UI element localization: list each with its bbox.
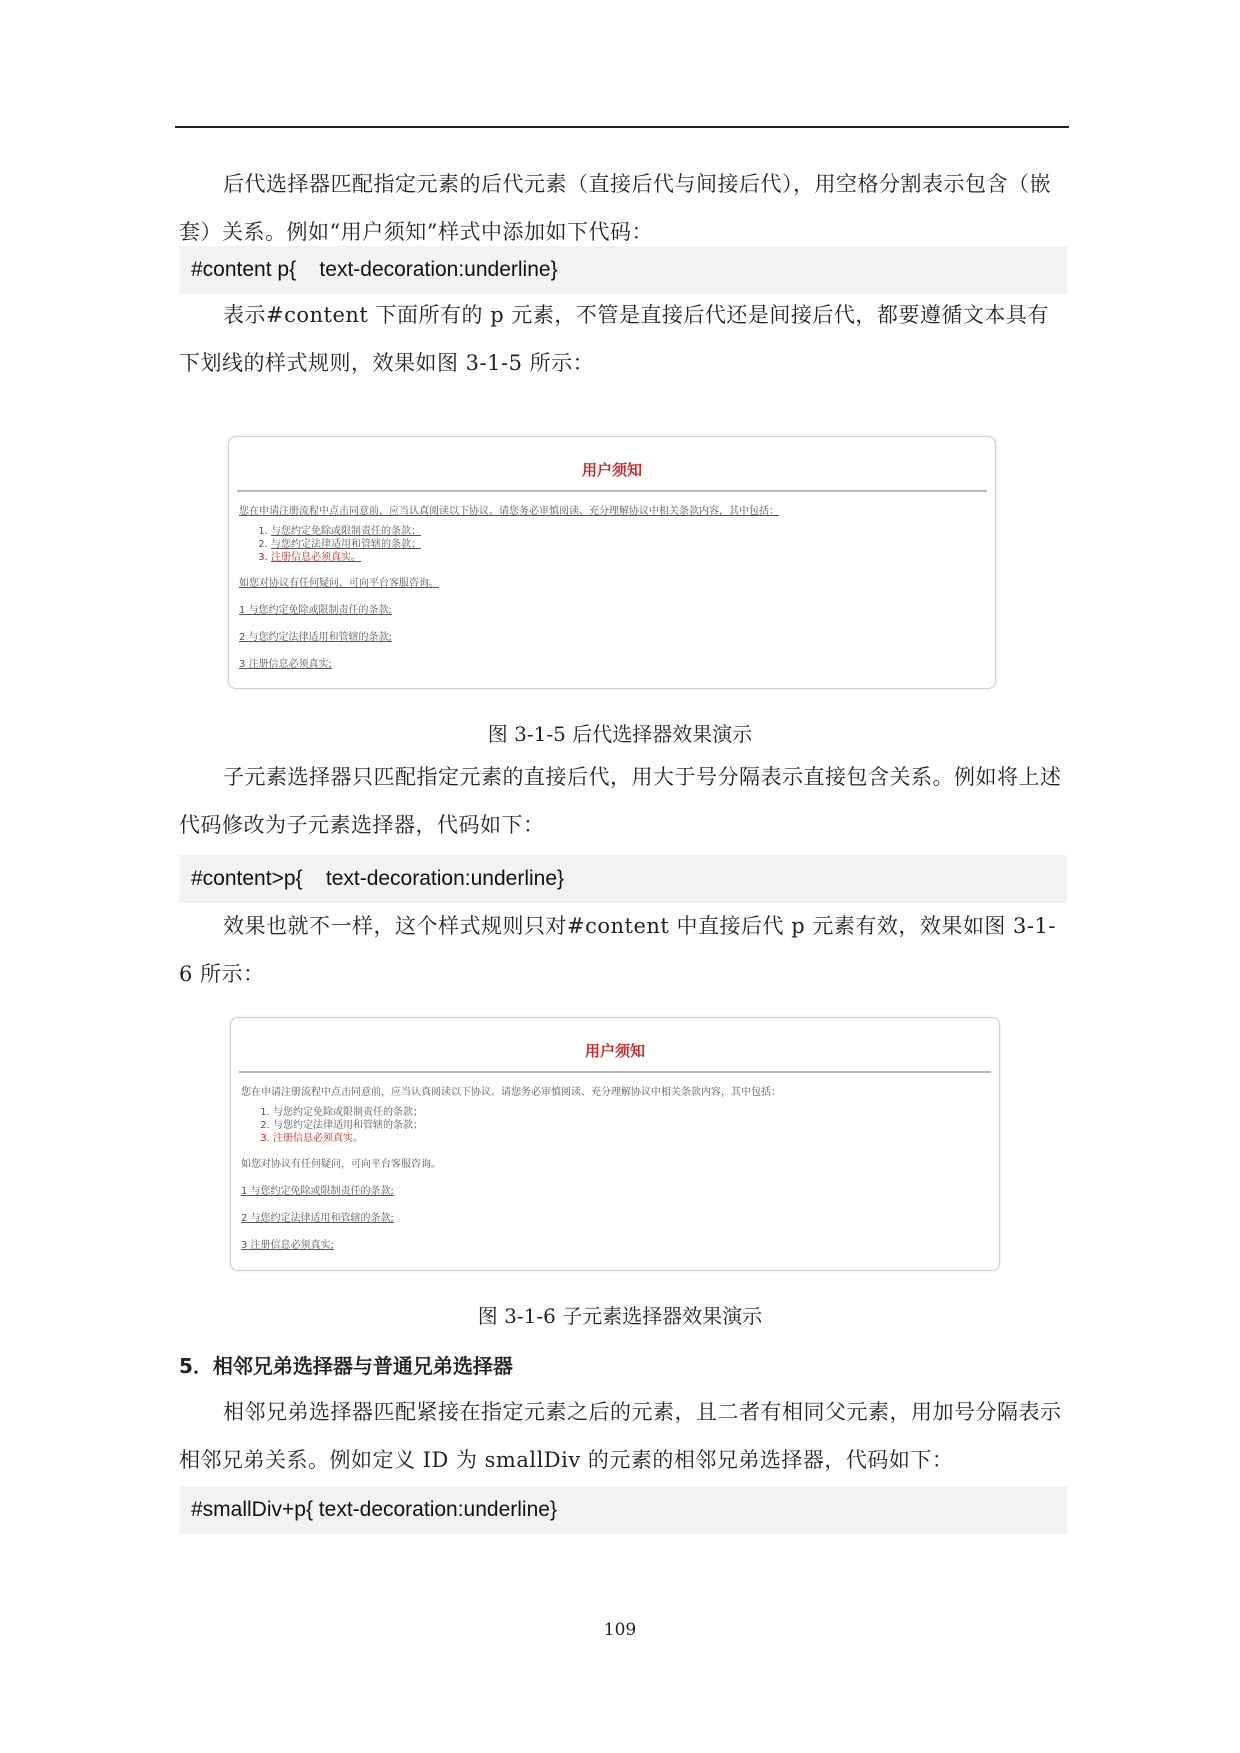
section-heading: 5．相邻兄弟选择器与普通兄弟选择器: [179, 1354, 513, 1378]
screenshot-intro: 您在申请注册流程中点击同意前，应当认真阅读以下协议。请您务必审慎阅读、充分理解协议中相关条款内容，其中包括：: [239, 506, 779, 517]
paragraph-adjacent-sibling: 相邻兄弟选择器匹配紧接在指定元素之后的元素，且二者有相同父元素，用加号分隔表示相邻兄弟关系。例如定义 ID 为 smallDiv 的元素的相邻兄弟选择器，代码如下：: [179, 1400, 1062, 1472]
code-block-descendant: #content p{ text-decoration:underline}: [179, 246, 1067, 294]
screenshot-title: 用户须知: [584, 1042, 645, 1060]
code-block-child: #content>p{ text-decoration:underline}: [179, 855, 1067, 903]
screenshot-list: [229, 525, 995, 564]
figure-descendant-screenshot: [228, 436, 996, 689]
paragraph-descendant-effect: 表示#content 下面所有的 p 元素，不管是直接后代还是间接后代，都要遵循文本具有下划线的样式规则，效果如图 3-1-5 所示：: [179, 303, 1049, 375]
screenshot-title: 用户须知: [581, 461, 642, 479]
screenshot-item: 2 与您约定法律适用和管辖的条款;: [239, 632, 392, 643]
code-block-adjacent: #smallDiv+p{ text-decoration:underline}: [179, 1486, 1067, 1534]
list-item: 3. 注册信息必须真实。: [273, 1132, 999, 1145]
screenshot-list: [231, 1106, 999, 1145]
header-rule: [175, 126, 1069, 128]
list-item: 3. 注册信息必须真实。: [271, 551, 995, 564]
page-number: 109: [603, 1620, 637, 1640]
screenshot-item: 3 注册信息必须真实;: [239, 659, 332, 670]
screenshot-contact: 如您对协议有任何疑问，可向平台客服咨询。: [239, 578, 439, 589]
screenshot-item: 1 与您约定免除或限制责任的条款;: [241, 1186, 394, 1197]
figure-child-screenshot: [230, 1017, 1000, 1271]
screenshot-item: 2 与您约定法律适用和管辖的条款;: [241, 1213, 394, 1224]
figure-caption-3-1-5: 图 3-1-5 后代选择器效果演示: [487, 722, 753, 746]
list-item: 1. 与您约定免除或限制责任的条款；: [273, 1106, 999, 1119]
figure-caption-3-1-6: 图 3-1-6 子元素选择器效果演示: [477, 1304, 763, 1328]
list-item: 2. 与您约定法律适用和管辖的条款；: [271, 538, 995, 551]
screenshot-intro: 您在申请注册流程中点击同意前，应当认真阅读以下协议。请您务必审慎阅读、充分理解协议中相关条款内容，其中包括：: [241, 1087, 781, 1098]
list-item: 2. 与您约定法律适用和管辖的条款；: [273, 1119, 999, 1132]
screenshot-divider: [237, 490, 987, 492]
list-item: 1. 与您约定免除或限制责任的条款；: [271, 525, 995, 538]
screenshot-item: 3 注册信息必须真实;: [241, 1240, 334, 1251]
screenshot-divider: [239, 1071, 991, 1073]
paragraph-descendant-selector: 后代选择器匹配指定元素的后代元素（直接后代与间接后代），用空格分割表示包含（嵌套）关系。例如“用户须知”样式中添加如下代码：: [179, 172, 1051, 244]
paragraph-child-selector: 子元素选择器只匹配指定元素的直接后代，用大于号分隔表示直接包含关系。例如将上述代码修改为子元素选择器，代码如下：: [179, 765, 1062, 837]
paragraph-child-effect: 效果也就不一样，这个样式规则只对#content 中直接后代 p 元素有效，效果如图 3-1-6 所示：: [179, 914, 1056, 986]
screenshot-item: 1 与您约定免除或限制责任的条款;: [239, 605, 392, 616]
screenshot-contact: 如您对协议有任何疑问，可向平台客服咨询。: [241, 1159, 441, 1170]
